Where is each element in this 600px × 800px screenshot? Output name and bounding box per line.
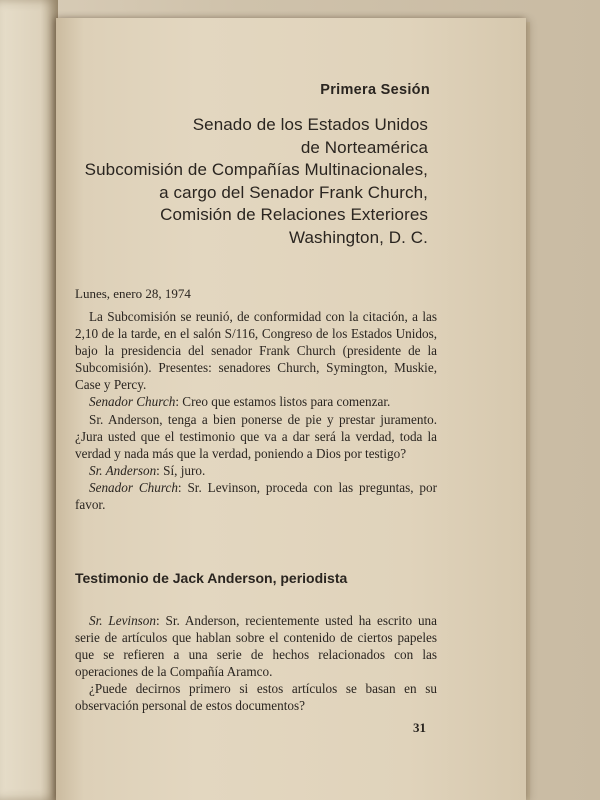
header-line: de Norteamérica — [300, 137, 428, 157]
paragraph-opening: La Subcomisión se reunió, de conformidad con la citación, a las 2,10 de la tarde, en el salón S/116, Congreso de los Estados Unidos, bajo la presidencia del senador Frank Church (presidente de la Subcomisión). Presentes: senadores Church, Symington, Muskie, Case y Percy. — [75, 309, 437, 393]
page-number: 31 — [413, 720, 426, 735]
header-line: a cargo del Senador Frank Church, — [159, 182, 428, 202]
speaker-name: Senador Church — [89, 479, 178, 495]
header-line: Subcomisión de Compañías Multinacionales, — [84, 160, 428, 179]
paragraph-question: ¿Puede decirnos primero si estos artículos se basan en su observación personal de estos documentos? — [75, 681, 437, 714]
session-text — [75, 308, 437, 513]
speech-text: : Sr. Levinson, proceda con las preguntas, por favor. — [75, 479, 438, 513]
header-line: Comisión de Relaciones Exteriores — [160, 205, 428, 224]
session-date: Lunes, enero 28, 1974 — [75, 286, 191, 301]
header-line: Washington, D. C. — [288, 227, 428, 247]
speaker-name: Sr. Levinson — [89, 613, 156, 628]
section-title: Testimonio de Jack Anderson, periodista — [75, 570, 348, 586]
paragraph-dialogue — [75, 393, 437, 410]
paragraph-question — [75, 612, 437, 680]
speaker-name: Senador Church — [89, 394, 176, 410]
speech-text: : Sr. Anderson, recientemente usted ha escrito una serie de artículos que hablan sobre el contenido de ciertos papeles que se refieren a una serie de hechos relacionados con las operaciones de la Compañía Aramco. — [75, 613, 437, 680]
header-line: Senado de los Estados Unidos — [192, 115, 428, 134]
speech-text: : Sí, juro. — [156, 462, 206, 478]
committee-header — [8, 114, 428, 249]
session-heading: Primera Sesión — [320, 82, 430, 98]
paragraph-dialogue — [75, 462, 437, 479]
paragraph-oath: Sr. Anderson, tenga a bien ponerse de pie y prestar juramento. ¿Jura usted que el testimonio que va a dar será la verdad, toda la verdad y nada más que la verdad, poniendo a Dios por testigo? — [75, 411, 437, 461]
speaker-name: Sr. Anderson — [89, 462, 157, 478]
paragraph-dialogue — [75, 479, 437, 513]
speech-text: : Creo que estamos listos para comenzar. — [175, 394, 391, 410]
testimony-text — [75, 612, 437, 715]
